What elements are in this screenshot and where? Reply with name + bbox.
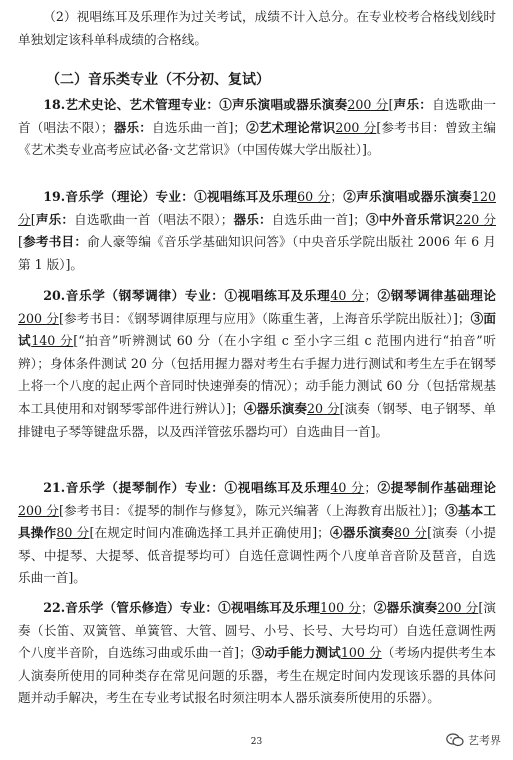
item-19-vocal-text: 自选歌曲一首（唱法不限）； [74, 211, 234, 227]
item-19-exam3-name: ③中外音乐常识 [365, 211, 456, 227]
item-19 [18, 186, 496, 276]
item-20-exam3-score: 140 分 [31, 333, 74, 349]
item-18-vocal-text: 自选歌曲一首（唱法不限）； [18, 97, 497, 135]
item-19-bracket-open: [ [30, 211, 36, 227]
item-21-sep1: ； [364, 480, 377, 495]
section-heading: （二）音乐类专业（不分初、复试） [46, 72, 270, 88]
item-20-exam1-score: 40 分 [330, 288, 365, 303]
item-20-exam4-text: [演奏（钢琴、电子钢琴、单排键电子琴等键盘乐器，以及西洋管弦乐器均可）自选曲目一首]。 [18, 400, 497, 439]
item-18-instrument-label: 器乐： [113, 119, 152, 135]
item-20 [18, 285, 496, 443]
item-18-exam2-ref: [参考书目：曾致主编《艺术类专业高考应试必备·文艺常识》（中国传媒大学出版社）]。 [18, 119, 496, 158]
item-21-exam4-score: 80 分 [394, 525, 428, 541]
watermark [442, 730, 505, 750]
item-22-exam2-text: [演奏（长笛、双簧管、单簧管、大管、圆号、小号、长号、大号均可）自选任意调性两个八度半音阶，自选练习曲或乐曲一首]； [18, 600, 497, 661]
intro-paragraph [18, 6, 496, 51]
item-19-exam2-score: 120 分 [18, 189, 496, 227]
item-18-instrument-text: 自选乐曲一首 [151, 119, 229, 135]
item-22-exam2-score: 200 分 [437, 600, 479, 615]
item-22-exam3-name: ③动手能力测试 [251, 645, 341, 661]
item-18-vocal-label: 声乐： [393, 97, 433, 112]
item-22 [18, 597, 496, 710]
item-22-exam3-score: 100 分 [340, 645, 382, 661]
item-19-instrument-text: 自选乐曲一首 [271, 211, 349, 227]
item-19-ref-open: [ [18, 234, 23, 250]
item-20-exam4-score: 20 分 [306, 400, 340, 416]
item-20-exam1-name: ①视唱练耳及乐理 [224, 288, 331, 303]
item-21-exam1-score: 40 分 [330, 480, 365, 495]
item-21-exam4-name: ④器乐演奏 [329, 525, 395, 541]
item-21-exam4-text: [演奏（小提琴、中提琴、大提琴、低音提琴均可）自选任意调性两个八度单音音阶及琶音，自选乐曲一首]。 [18, 525, 496, 586]
item-19-exam1-name: ①视唱练耳及乐理 [194, 189, 298, 204]
item-19-exam2-name: ②声乐演唱或器乐演奏 [342, 189, 472, 204]
item-18 [18, 94, 496, 162]
item-20-sep1: ； [364, 288, 377, 303]
item-20-title: 20.音乐学（钢琴调律）专业： [43, 288, 225, 303]
item-20-exam2-name: ②钢琴调律基础理论 [376, 288, 497, 303]
item-22-exam2-name: ②器乐演奏 [373, 600, 438, 615]
item-22-exam1-score: 100 分 [320, 600, 361, 615]
item-19-exam1-score: 60 分 [297, 189, 331, 204]
item-21-exam2-name: ②提琴制作基础理论 [376, 480, 497, 495]
item-18-title: 18.艺术史论、艺术管理专业： [43, 97, 220, 112]
item-21-exam3-name: ③基本工具操作 [18, 502, 497, 541]
item-19-ref-text: 俞人豪等编《音乐学基础知识问答》（中央音乐学院出版社 2006 年 6 月第 1 版）]。 [18, 234, 496, 272]
item-19-ref-label: 参考书目： [22, 234, 88, 250]
item-21-exam3-text: [在规定时间内准确选择工具并正确使用]； [89, 525, 330, 541]
item-21-title: 21.音乐学（提琴制作）专业： [43, 480, 225, 495]
item-19-exam3-score: 220 分 [455, 211, 496, 227]
watermark-text: 艺考界 [468, 734, 501, 747]
item-21-exam2-score: 200 分 [18, 502, 59, 518]
item-19-instrument-label: 器乐： [233, 211, 272, 227]
item-21-exam3-score: 80 分 [56, 525, 90, 541]
item-22-exam3-text: （考场内提供考生本人演奏所使用的同种类存在常见问题的乐器，考生在规定时间内发现该乐器的具体问题并动手解决，考生在专业考试报名时须注明本人器乐演奏所使用的乐器）。 [18, 645, 497, 706]
item-22-exam1-name: ①视唱练耳及乐理 [218, 600, 321, 615]
item-20-exam2-ref: [参考书目：《钢琴调律原理与应用》（陈重生著，上海音乐学院出版社）]； [58, 310, 471, 326]
item-19-bracket-close: ]； [348, 211, 366, 227]
item-18-exam1-name: ①声乐演唱或器乐演奏 [219, 97, 348, 112]
item-19-title: 19.音乐学（理论）专业： [43, 189, 195, 204]
item-18-exam1-score: 200 分 [347, 97, 389, 112]
item-20-exam2-score: 200 分 [18, 310, 59, 326]
item-20-exam4-name: ④器乐演奏 [243, 400, 307, 416]
page-number: 23 [250, 737, 263, 747]
item-18-bracket-open: [ [388, 97, 394, 112]
intro-text: （2）视唱练耳及乐理作为过关考试，成绩不计入总分。在专业校考合格线划线时单独划定该科单科成绩的合格线。 [18, 9, 496, 47]
item-22-sep1: ； [360, 600, 374, 615]
item-19-sep1: ； [330, 189, 343, 204]
item-22-title: 22.音乐学（管乐修造）专业： [43, 600, 219, 615]
item-18-exam2-score: 200 分 [335, 119, 377, 135]
item-19-vocal-label: 声乐： [35, 211, 75, 227]
item-18-bracket-close: ]； [228, 119, 246, 135]
item-18-exam2-name: ②艺术理论常识 [245, 119, 336, 135]
item-21-exam2-ref: [参考书目：《提琴的制作与修复》，陈元兴编著（上海教育出版社）]； [58, 502, 446, 518]
item-20-exam3-text: [“拍音”听辨测试 60 分（在小字组 c 至小字三组 c 范围内进行“拍音”听辨）；身体条件测试 20 分（包括用握力器对考生右手握力进行测试和考生左手在钢琴上将一个八度的起止两个音同时快速弹奏的情况）；动手能力测试 60 分（包括常规基本工具使用和对钢琴零部件进行辨认）]； [18, 333, 497, 416]
item-20-exam3-name: ③面试 [18, 310, 497, 349]
wechat-icon [446, 733, 464, 747]
item-21 [18, 477, 496, 590]
item-21-exam1-name: ①视唱练耳及乐理 [224, 480, 331, 495]
